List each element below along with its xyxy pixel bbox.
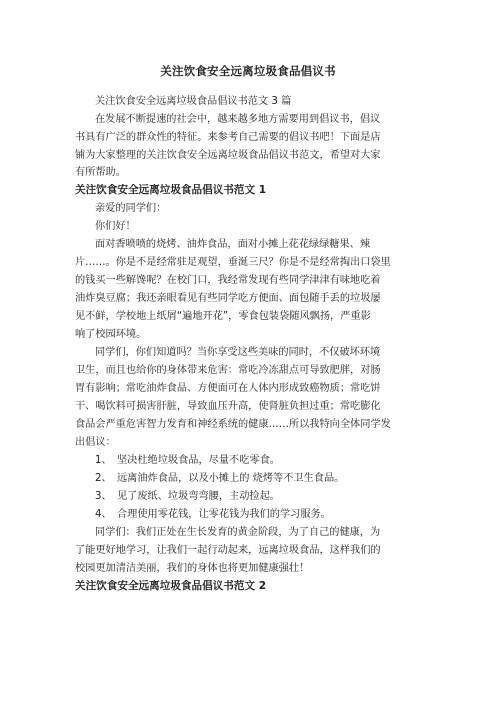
list-item-number: 1、 [95, 455, 112, 466]
paragraph-line: 同学们：我们正处在生长发育的黄金阶段，为了自己的健康，为 [95, 527, 381, 538]
list-item [95, 454, 447, 467]
list-item [95, 472, 447, 485]
list-item-text: 坚决杜绝垃圾食品，尽量不吃零食。 [117, 455, 280, 466]
document-title: 关注饮食安全远离垃圾食品倡议书 [160, 64, 336, 78]
paragraph-line: 的钱买一些解馋呢？在校门口，我经常发现有些同学津津有味地吃着 [75, 275, 381, 286]
list-item [95, 490, 447, 503]
paragraph-line: 同学们，你们知道吗？当你享受这些美味的同时，不仅破坏环境 [95, 347, 381, 358]
list-item [95, 508, 447, 521]
paragraph-line: 书具有广泛的群众性的特征。来参考自己需要的倡议书吧！下面是店 [75, 132, 381, 143]
intro-line: 关注饮食安全远离垃圾食品倡议书范文 3 篇 [95, 96, 292, 107]
paragraph-line: 铺为大家整理的关注饮食安全远离垃圾食品倡议书范文，希望对大家 [75, 150, 381, 161]
paragraph-line: 卫生，而且也给你的身体带来危害：常吃冷冻甜点可导致肥胖，对肠 [75, 365, 381, 376]
hello: 你们好！ [95, 221, 136, 232]
section-heading: 关注饮食安全远离垃圾食品倡议书范文 2 [75, 580, 267, 592]
paragraph-line: 面对香喷喷的烧烤、油炸食品，面对小摊上花花绿绿糖果、辣 [95, 239, 371, 250]
greeting: 亲爱的同学们： [95, 203, 167, 214]
paragraph-line: 片……。你是不是经常驻足观望，垂涎三尺？你是不是经常掏出口袋里 [75, 257, 391, 268]
paragraph-line: 油炸臭豆腐；我还亲眼看见有些同学吃方便面、面包随手丢的垃圾屡 [75, 293, 381, 304]
list-item-text: 合理使用零花钱，让零花钱为我们的学习服务。 [117, 509, 331, 520]
paragraph-line: 在发展不断提速的社会中，越来越多地方需要用到倡议书，倡议 [95, 114, 381, 125]
paragraph-line: 了能更好地学习，让我们一起行动起来，远离垃圾食品，这样我们的 [75, 545, 381, 556]
list-item-number: 2、 [95, 473, 112, 484]
list-item-text: 远离油炸食品，以及小摊上的 烧烤等不卫生食品。 [117, 473, 345, 484]
paragraph-line: 食品会严重危害智力发育和神经系统的健康……所以我特向全体同学发 [75, 419, 391, 430]
paragraph-line: 干、喝饮料可损害肝脏，导致血压升高，使肾脏负担过重；常吃膨化 [75, 401, 381, 412]
paragraph-line: 有所帮助。 [75, 167, 126, 178]
list-item-text: 见了废纸、垃圾弯弯腰，主动捡起。 [117, 491, 280, 502]
list-item-number: 3、 [95, 491, 112, 502]
list-item-number: 4、 [95, 509, 112, 520]
paragraph-line: 见不鲜，学校地上纸屑“遍地开花”，零食包装袋随风飘扬，严重影 [75, 311, 371, 322]
paragraph-line: 胃有影响；常吃油炸食品、方便面可在人体内形成致癌物质；常吃饼 [75, 383, 381, 394]
paragraph-line: 响了校园环境。 [75, 329, 147, 340]
paragraph-line: 校园更加清洁美丽，我们的身体也将更加健康强壮！ [75, 563, 310, 574]
section-heading: 关注饮食安全远离垃圾食品倡议书范文 1 [75, 184, 267, 196]
paragraph-line: 出倡议： [75, 437, 116, 448]
